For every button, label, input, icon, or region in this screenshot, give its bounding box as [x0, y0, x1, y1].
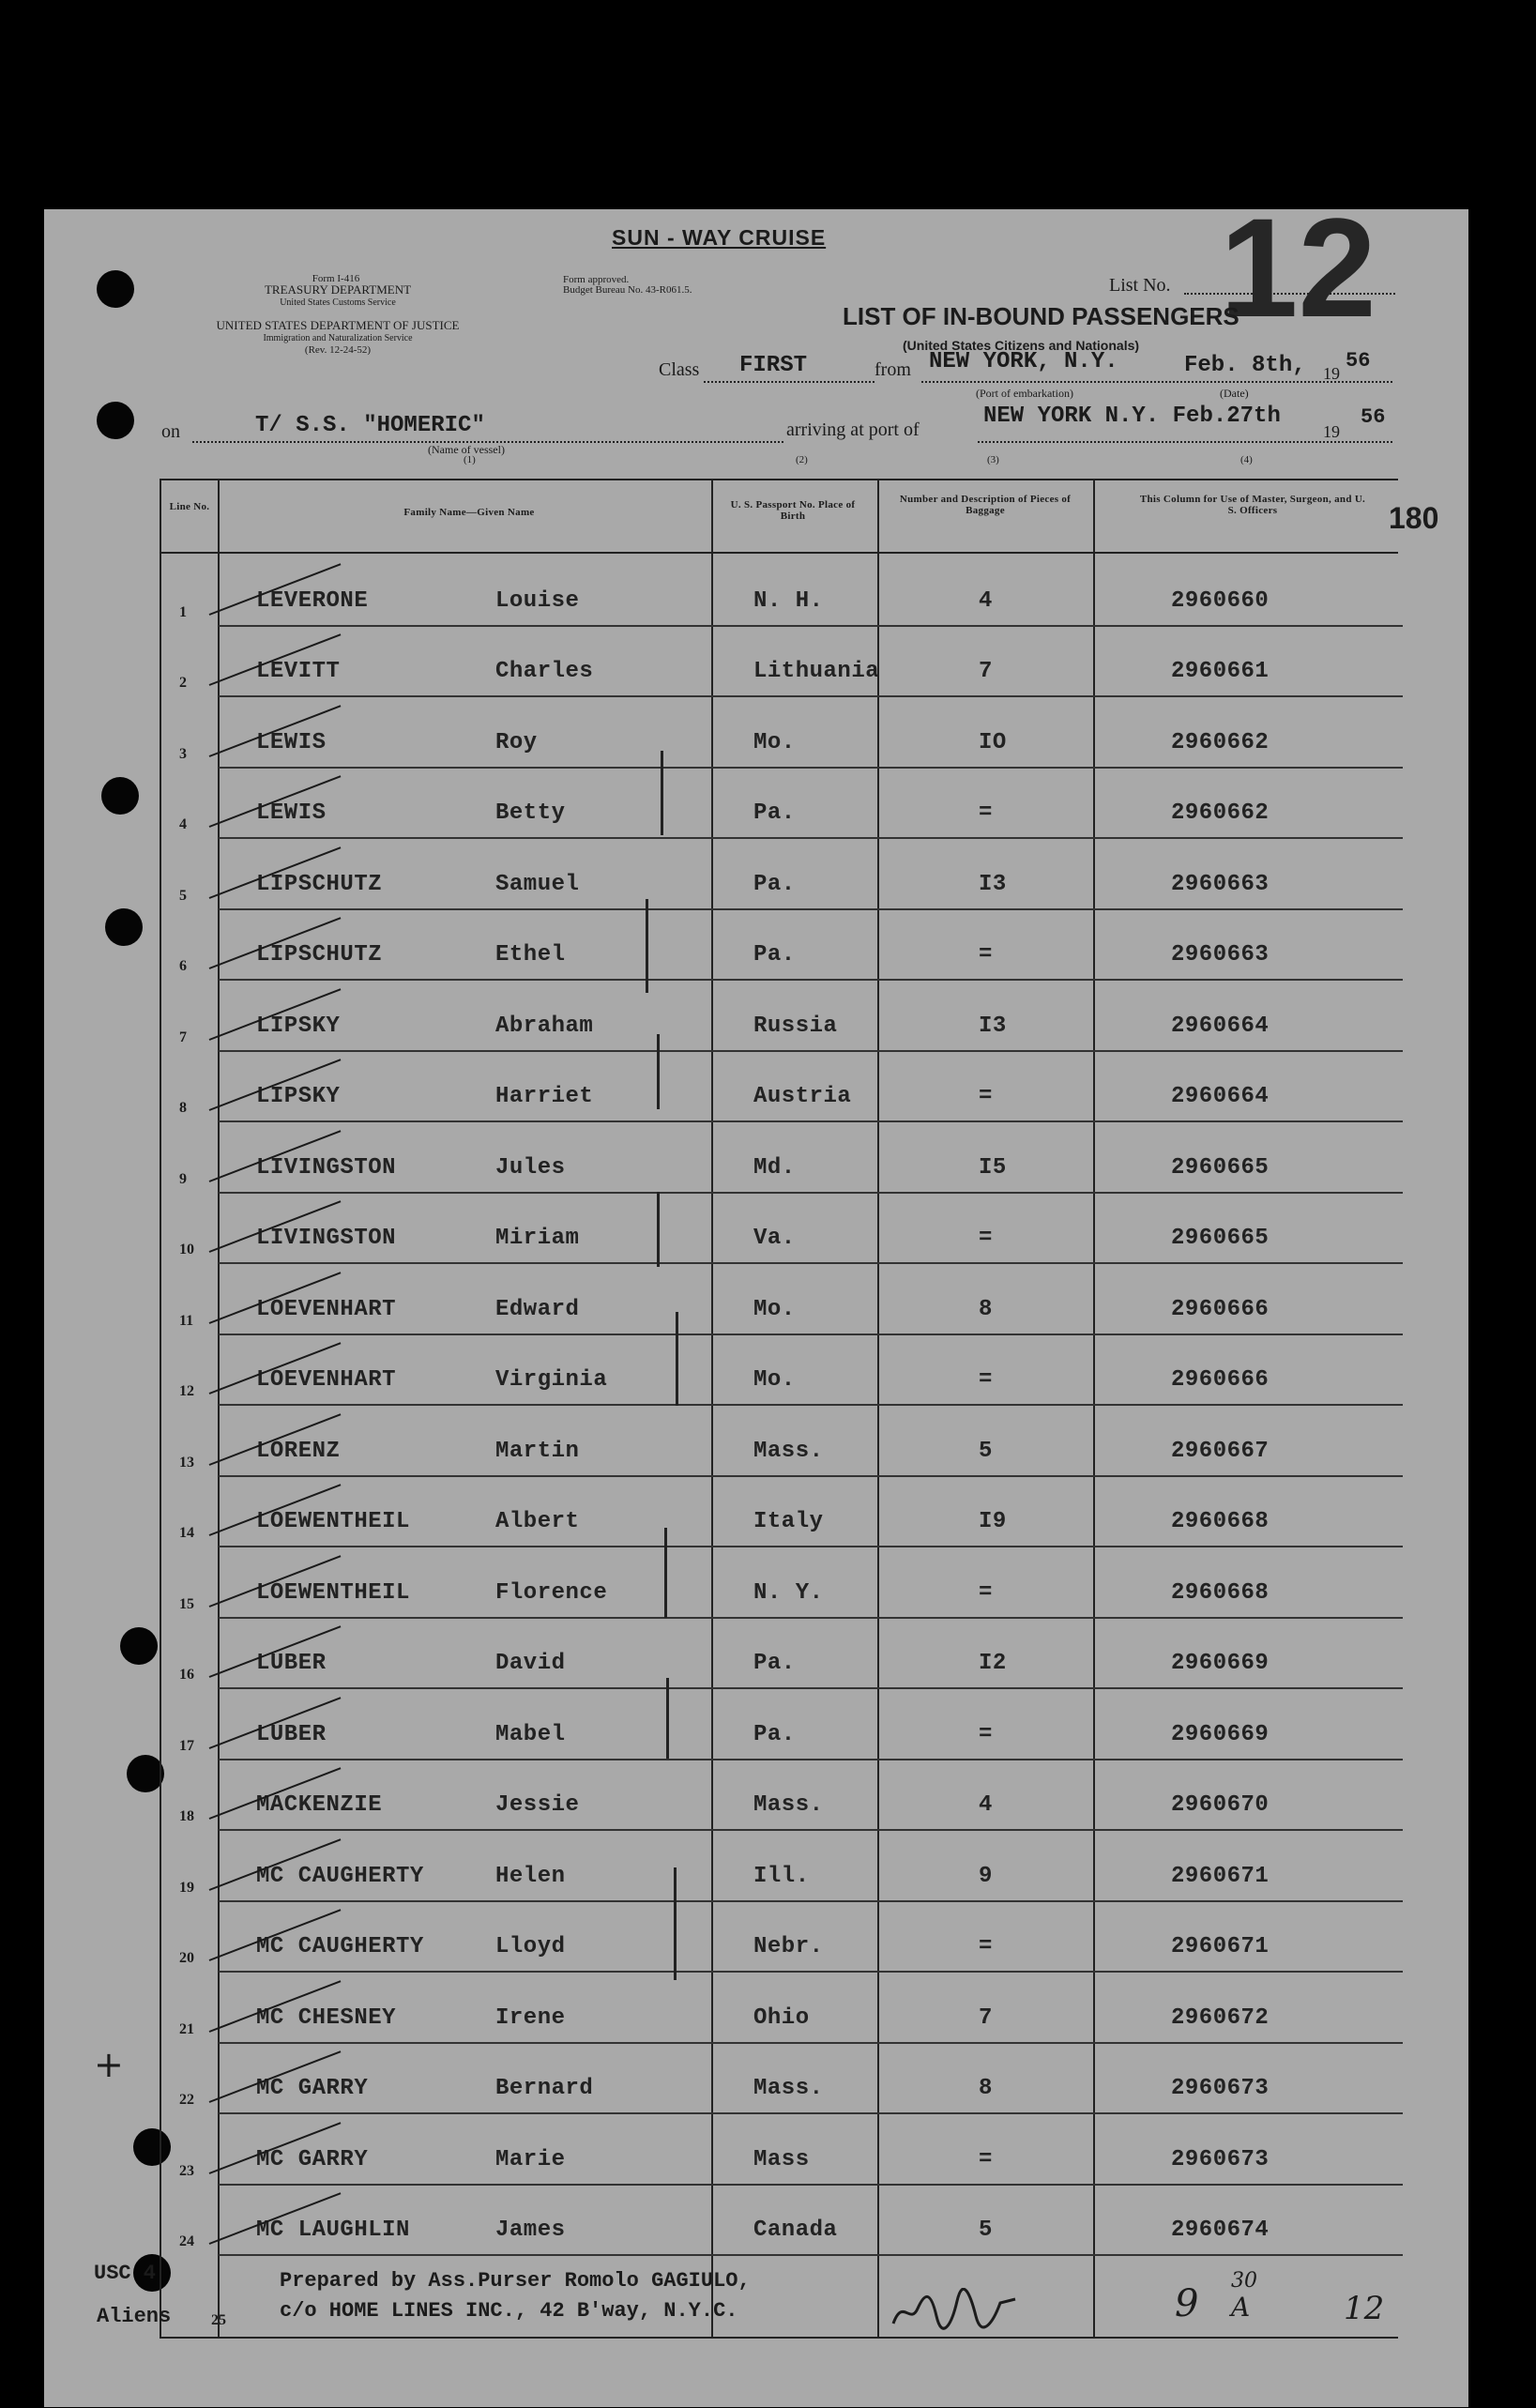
given-name: Harriet: [495, 1084, 594, 1109]
place-of-birth: Pa.: [753, 1651, 796, 1676]
family-name: LIVINGSTON: [256, 1226, 397, 1251]
table-row: [162, 1619, 1403, 1690]
table-row: [162, 1335, 1403, 1407]
given-name: Lloyd: [495, 1934, 566, 1959]
line-number: 22: [179, 2092, 194, 2108]
place-of-birth: Pa.: [753, 800, 796, 826]
vessel-name: T/ S.S. "HOMERIC": [255, 413, 485, 438]
col-num-3: (3): [987, 454, 999, 465]
family-name: LIPSCHUTZ: [256, 942, 383, 968]
form-number: Form I-416: [312, 273, 360, 284]
table-row: [162, 839, 1403, 910]
family-name: LEVITT: [256, 659, 341, 684]
punch-hole: [127, 1755, 164, 1792]
table-row: [162, 1122, 1403, 1194]
margin-cross: +: [94, 2044, 124, 2085]
officer-code: 2960663: [1171, 942, 1270, 968]
officer-code: 2960660: [1171, 587, 1270, 614]
line-number: 1: [179, 603, 187, 620]
place-of-birth: Mass.: [753, 1792, 824, 1818]
family-name: LIPSKY: [256, 1084, 341, 1109]
officer-code: 2960669: [1171, 1651, 1270, 1676]
col-head-officers: This Column for Use of Master, Surgeon, and U. S. Officers: [1139, 494, 1366, 516]
table-row: [162, 1406, 1403, 1477]
place-of-birth: Pa.: [753, 1721, 796, 1747]
punch-hole: [97, 270, 134, 308]
officer-code: 2960673: [1171, 2146, 1270, 2172]
table-row: [162, 697, 1403, 769]
line-number: 6: [179, 958, 187, 974]
family-bracket: [661, 751, 663, 835]
line-number: 14: [179, 1525, 194, 1541]
baggage-count: 4: [979, 1792, 993, 1818]
table-row: [162, 769, 1403, 840]
col-head-passport: U. S. Passport No. Place of Birth: [730, 499, 856, 522]
baggage-count: =: [979, 1084, 993, 1109]
officer-code: 2960669: [1171, 1721, 1270, 1747]
table-row: [162, 1052, 1403, 1123]
arrival-year: 56: [1361, 405, 1386, 429]
baggage-count: 8: [979, 2076, 993, 2101]
officer-code: 2960667: [1171, 1438, 1270, 1464]
line-number: 15: [179, 1595, 194, 1612]
baggage-count: I2: [979, 1651, 1007, 1676]
baggage-count: 7: [979, 659, 993, 684]
line-number: 5: [179, 887, 187, 904]
given-name: Florence: [495, 1579, 608, 1606]
embark-year: 56: [1346, 349, 1371, 373]
col-num-2: (2): [796, 454, 808, 465]
immigration-service: Immigration and Naturalization Service: [263, 333, 413, 343]
table-row: [162, 1760, 1403, 1832]
col-num-1: (1): [464, 454, 476, 465]
line-number: 18: [179, 1808, 194, 1824]
table-row: [162, 2044, 1403, 2115]
line-number: 19: [179, 1879, 194, 1896]
place-of-birth: Nebr.: [753, 1934, 824, 1959]
family-name: LIPSCHUTZ: [256, 871, 383, 897]
place-of-birth: Canada: [753, 2217, 838, 2243]
family-name: LUBER: [256, 1721, 327, 1747]
place-of-birth: Pa.: [753, 871, 796, 897]
dept-justice: UNITED STATES DEPARTMENT OF JUSTICE: [216, 318, 460, 332]
line-number: 21: [179, 2020, 194, 2037]
line-number: 20: [179, 1950, 194, 1966]
budget-bureau: Budget Bureau No. 43-R061.5.: [563, 284, 692, 296]
family-name: LUBER: [256, 1651, 327, 1676]
family-name: LIPSKY: [256, 1013, 341, 1039]
officer-code: 2960665: [1171, 1226, 1270, 1251]
line-number: 13: [179, 1454, 194, 1471]
given-name: Roy: [495, 729, 538, 755]
family-bracket: [666, 1678, 669, 1759]
place-of-birth: Mo.: [753, 1296, 796, 1322]
family-bracket: [657, 1192, 660, 1267]
family-bracket: [674, 1867, 677, 1980]
baggage-count: I3: [979, 1013, 1007, 1039]
line-number: 9: [179, 1170, 187, 1187]
table-row: [162, 1194, 1403, 1265]
table-row: [162, 1477, 1403, 1548]
given-name: Charles: [495, 659, 594, 684]
date-caption: (Date): [1220, 387, 1249, 400]
place-of-birth: Ill.: [753, 1863, 810, 1889]
place-of-birth: Mass.: [753, 1438, 824, 1464]
handwritten-mark-3: A: [1231, 2292, 1251, 2323]
left-stamp-aliens: Aliens: [97, 2305, 172, 2328]
family-name: LEVERONE: [256, 587, 369, 614]
from-rule: [921, 381, 1392, 383]
punch-hole: [101, 777, 139, 815]
given-name: Irene: [495, 2004, 566, 2031]
officer-code: 2960664: [1171, 1013, 1270, 1039]
arriving-label: arriving at port of: [786, 419, 920, 440]
given-name: David: [495, 1651, 566, 1676]
baggage-count: =: [979, 1721, 993, 1747]
officer-code: 2960668: [1171, 1509, 1270, 1534]
header-bottom-rule: [160, 552, 1398, 554]
table-row: [162, 1973, 1403, 2044]
left-stamp-usc: USC 4: [94, 2262, 157, 2285]
table-row: [162, 1689, 1403, 1760]
table-row: [162, 627, 1403, 698]
given-name: Bernard: [495, 2076, 594, 2101]
place-of-birth: Austria: [753, 1084, 852, 1109]
line-number-25: 25: [211, 2312, 226, 2328]
officer-code: 2960671: [1171, 1863, 1270, 1889]
on-label: on: [161, 421, 180, 442]
given-name: Martin: [495, 1438, 580, 1464]
form-approved: Form approved.: [563, 274, 630, 285]
line-number: 11: [179, 1312, 194, 1329]
document-subtitle: (United States Citizens and Nationals): [903, 338, 1140, 353]
col-head-baggage: Number and Description of Pieces of Baggage: [899, 494, 1072, 516]
place-of-birth: N. H.: [753, 587, 824, 614]
page-number: 180: [1389, 501, 1439, 535]
baggage-count: =: [979, 1934, 993, 1959]
baggage-count: 5: [979, 2217, 993, 2243]
table-top-rule: [160, 479, 1398, 480]
officer-code: 2960663: [1171, 871, 1270, 897]
given-name: Betty: [495, 800, 566, 826]
table-row: [162, 2114, 1403, 2186]
family-name: MC CHESNEY: [256, 2004, 397, 2031]
treasury-dept: TREASURY DEPARTMENT: [264, 282, 412, 297]
line-number: 3: [179, 745, 187, 762]
line-number: 7: [179, 1029, 187, 1045]
embark-date: Feb. 8th,: [1184, 353, 1306, 378]
given-name: Edward: [495, 1296, 580, 1322]
table-row: [162, 556, 1403, 627]
given-name: Helen: [495, 1863, 566, 1889]
line-number: 10: [179, 1242, 194, 1257]
place-of-birth: Mo.: [753, 729, 796, 755]
family-name: MC GARRY: [256, 2146, 369, 2172]
place-of-birth: Italy: [753, 1509, 824, 1534]
officer-code: 2960661: [1171, 659, 1270, 684]
place-of-birth: N. Y.: [753, 1579, 824, 1606]
table-left-border: [160, 479, 161, 2337]
place-of-birth: Russia: [753, 1013, 838, 1039]
table-row: [162, 1547, 1403, 1619]
officer-code: 2960666: [1171, 1367, 1270, 1393]
family-name: LORENZ: [256, 1438, 341, 1464]
baggage-count: 9: [979, 1863, 993, 1889]
col-num-4: (4): [1240, 454, 1253, 465]
baggage-count: 4: [979, 587, 993, 614]
officer-code: 2960670: [1171, 1792, 1270, 1818]
handwritten-mark-4: 12: [1344, 2290, 1385, 2327]
given-name: Abraham: [495, 1013, 594, 1039]
baggage-count: 5: [979, 1438, 993, 1464]
table-row: [162, 981, 1403, 1052]
table-bottom-rule: [160, 2337, 1398, 2339]
line-number: 12: [179, 1383, 194, 1399]
baggage-count: =: [979, 942, 993, 968]
line-number: 23: [179, 2162, 194, 2179]
embark-port: NEW YORK, N.Y.: [929, 349, 1118, 374]
revision-date: (Rev. 12-24-52): [304, 344, 372, 356]
punch-hole: [120, 1627, 158, 1665]
baggage-count: =: [979, 1226, 993, 1251]
col-head-name: Family Name—Given Name: [403, 507, 535, 518]
given-name: Samuel: [495, 871, 580, 897]
family-name: LEWIS: [256, 800, 327, 826]
port-embark-caption: (Port of embarkation): [976, 387, 1073, 400]
baggage-count: =: [979, 1579, 993, 1606]
baggage-count: I5: [979, 1154, 1007, 1181]
place-of-birth: Md.: [753, 1154, 796, 1181]
col-head-line: Line No.: [169, 501, 210, 512]
table-row: [162, 1902, 1403, 1974]
given-name: Jules: [495, 1154, 566, 1181]
officer-code: 2960671: [1171, 1934, 1270, 1959]
given-name: Ethel: [495, 942, 566, 968]
place-of-birth: Va.: [753, 1226, 796, 1251]
class-value: FIRST: [739, 353, 808, 378]
family-name: MC GARRY: [256, 2076, 369, 2101]
handwritten-mark-2: 30: [1231, 2269, 1257, 2293]
baggage-count: =: [979, 800, 993, 826]
place-of-birth: Mo.: [753, 1367, 796, 1393]
list-number: 12: [1220, 189, 1376, 346]
year-prefix-2: 19: [1323, 422, 1340, 441]
from-label: from: [874, 359, 911, 380]
family-bracket: [657, 1034, 660, 1109]
table-row: [162, 1264, 1403, 1335]
baggage-count: I3: [979, 871, 1007, 897]
officer-code: 2960674: [1171, 2217, 1270, 2243]
baggage-count: 8: [979, 1296, 993, 1322]
table-row: [162, 1831, 1403, 1902]
table-row: [162, 910, 1403, 982]
table-row: [162, 2186, 1403, 2257]
customs-service: United States Customs Service: [280, 297, 396, 308]
signature: [890, 2288, 1021, 2331]
place-of-birth: Mass: [753, 2146, 810, 2172]
baggage-count: I9: [979, 1509, 1007, 1534]
line-number: 2: [179, 675, 187, 691]
row-rule: [219, 2254, 1403, 2256]
officer-code: 2960662: [1171, 729, 1270, 755]
family-name: LOEVENHART: [256, 1296, 397, 1322]
given-name: Louise: [495, 587, 580, 614]
officer-code: 2960672: [1171, 2004, 1270, 2031]
line-number: 17: [179, 1737, 194, 1754]
line-number: 4: [179, 816, 187, 832]
family-name: LOEVENHART: [256, 1367, 397, 1393]
family-name: LEWIS: [256, 729, 327, 755]
given-name: Virginia: [495, 1367, 608, 1393]
cruise-name: SUN - WAY CRUISE: [612, 225, 827, 250]
given-name: Miriam: [495, 1226, 580, 1251]
list-no-label: List No.: [1109, 275, 1171, 296]
given-name: Albert: [495, 1509, 580, 1534]
given-name: Marie: [495, 2146, 566, 2172]
line-number: 8: [179, 1100, 187, 1116]
baggage-count: IO: [979, 729, 1007, 755]
baggage-count: =: [979, 1367, 993, 1393]
officer-code: 2960668: [1171, 1579, 1270, 1606]
family-name: MC CAUGHERTY: [256, 1934, 424, 1959]
prepared-by-address: c/o HOME LINES INC., 42 B'way, N.Y.C.: [280, 2299, 738, 2323]
given-name: Mabel: [495, 1721, 566, 1747]
officer-code: 2960666: [1171, 1296, 1270, 1322]
family-name: MACKENZIE: [256, 1792, 383, 1818]
place-of-birth: Ohio: [753, 2004, 810, 2031]
baggage-count: 7: [979, 2004, 993, 2031]
given-name: Jessie: [495, 1792, 580, 1818]
officer-code: 2960673: [1171, 2076, 1270, 2101]
family-bracket: [664, 1528, 667, 1618]
punch-hole: [97, 402, 134, 439]
vessel-caption: (Name of vessel): [428, 443, 505, 456]
family-name: LOEWENTHEIL: [256, 1579, 410, 1606]
year-prefix-1: 19: [1323, 364, 1340, 383]
place-of-birth: Lithuania: [753, 659, 880, 684]
line-number: 16: [179, 1667, 194, 1683]
family-name: LOEWENTHEIL: [256, 1509, 410, 1534]
officer-code: 2960664: [1171, 1084, 1270, 1109]
given-name: James: [495, 2217, 566, 2243]
class-rule: [704, 381, 874, 383]
family-bracket: [646, 899, 648, 993]
document-title: LIST OF IN-BOUND PASSENGERS: [843, 302, 1239, 330]
place-of-birth: Pa.: [753, 942, 796, 968]
family-name: LIVINGSTON: [256, 1154, 397, 1181]
family-name: MC CAUGHERTY: [256, 1863, 424, 1889]
family-name: MC LAUGHLIN: [256, 2217, 410, 2243]
punch-hole: [105, 908, 143, 946]
arrival-port: NEW YORK N.Y. Feb.27th: [983, 404, 1281, 429]
place-of-birth: Mass.: [753, 2076, 824, 2101]
prepared-by-line: Prepared by Ass.Purser Romolo GAGIULO,: [280, 2269, 751, 2293]
line-number: 24: [179, 2233, 194, 2249]
class-label: Class: [659, 359, 700, 380]
officer-code: 2960665: [1171, 1154, 1270, 1181]
officer-code: 2960662: [1171, 800, 1270, 826]
baggage-count: =: [979, 2146, 993, 2172]
handwritten-mark-1: 9: [1175, 2282, 1199, 2325]
family-bracket: [676, 1312, 678, 1406]
